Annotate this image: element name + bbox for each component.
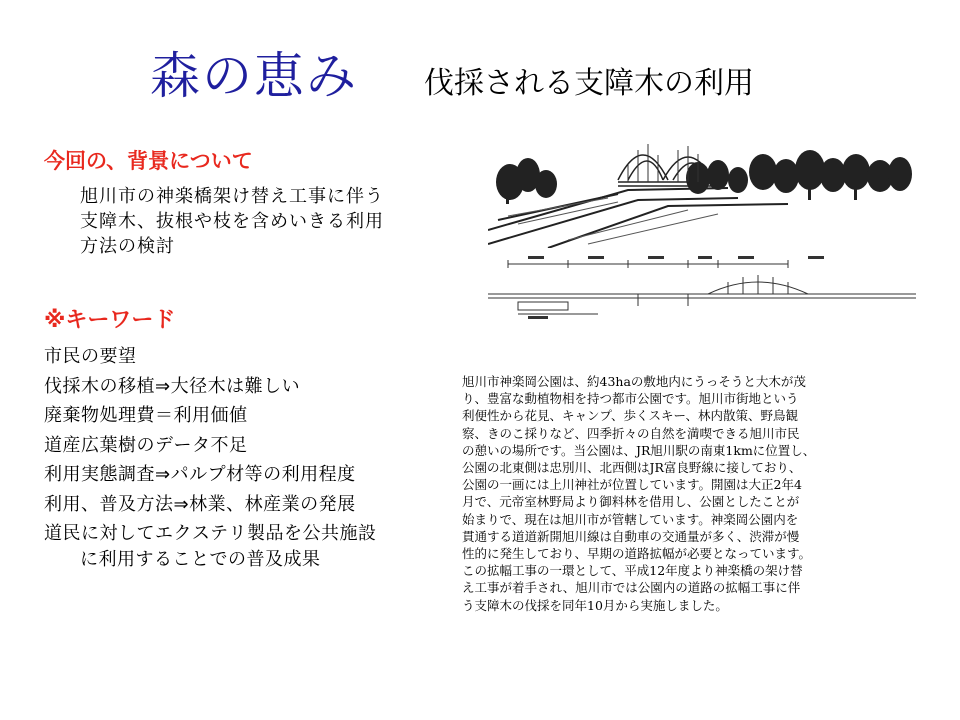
description-line: え工事が着手され、旭川市では公園内の道路の拡幅工事に伴 [462, 580, 801, 596]
keyword-item: 利用実態調査⇒パルプ材等の利用程度 [44, 464, 356, 485]
description-line: 察、きのこ採りなど、四季折々の自然を満喫できる旭川市民 [462, 425, 800, 441]
keyword-item: 道産広葉樹のデータ不足 [44, 434, 248, 456]
description-line: 旭川市神楽岡公園は、約43haの敷地内にうっそうと大木が茂 [462, 374, 806, 389]
background-body [80, 184, 430, 259]
keyword-item: 伐採木の移植⇒大径木は難しい [44, 375, 301, 397]
title-subtitle: 伐採される支障木の利用 [424, 66, 754, 101]
keywords-list [44, 342, 444, 574]
bridge-sketch-image [488, 120, 916, 248]
description-line: 貫通する道道新開旭川線は自動車の交通量が多く、渋滞が慢 [462, 528, 800, 544]
keyword-item-continued: に利用することでの普及成果 [80, 548, 321, 570]
description-line: 始まりで、現在は旭川市が管轄しています。神楽岡公園内を [462, 511, 799, 527]
keyword-item: 市民の要望 [44, 346, 137, 367]
description-line: 公園の一画には上川神社が位置しています。開園は大正2年4 [462, 477, 802, 493]
description-line: 公園の北東側は忠別川、北西側はJR富良野線に接しており、 [462, 460, 802, 476]
background-line: 方法の検討 [80, 236, 175, 257]
background-line: 旭川市の神楽橋架け替え工事に伴う [80, 186, 384, 207]
background-line: 支障木、抜根や枝を含めいきる利用 [80, 211, 384, 232]
keyword-item: 道民に対してエクステリ製品を公共施設 [44, 523, 377, 544]
description-line: 月で、元帝室林野局より御料林を借用し、公園としたことが [462, 494, 800, 510]
keywords-heading: ※キーワード [44, 308, 176, 333]
description-line: の憩いの場所です。当公園は、JR旭川駅の南東1kmに位置し、 [462, 442, 816, 458]
description-line: う支障木の伐採を同年10月から実施しました。 [462, 597, 728, 613]
bridge-elevation-drawing [488, 252, 916, 328]
keyword-item: 利用、普及方法⇒林業、林産業の発展 [44, 493, 356, 515]
park-description [462, 373, 912, 614]
title-main: 森の恵み [150, 47, 358, 105]
description-line: り、豊富な動植物相を持つ都市公園です。旭川市街地という [462, 391, 799, 407]
keyword-item: 廃棄物処理費＝利用価値 [44, 405, 248, 426]
description-line: 性的に発生しており、早期の道路拡幅が必要となっています。 [462, 546, 812, 562]
description-line: この拡幅工事の一環として、平成12年度より神楽橋の架け替 [462, 563, 803, 579]
background-heading: 今回の、背景について [44, 149, 253, 173]
description-line: 利便性から花見、キャンプ、歩くスキー、林内散策、野鳥観 [462, 408, 799, 424]
